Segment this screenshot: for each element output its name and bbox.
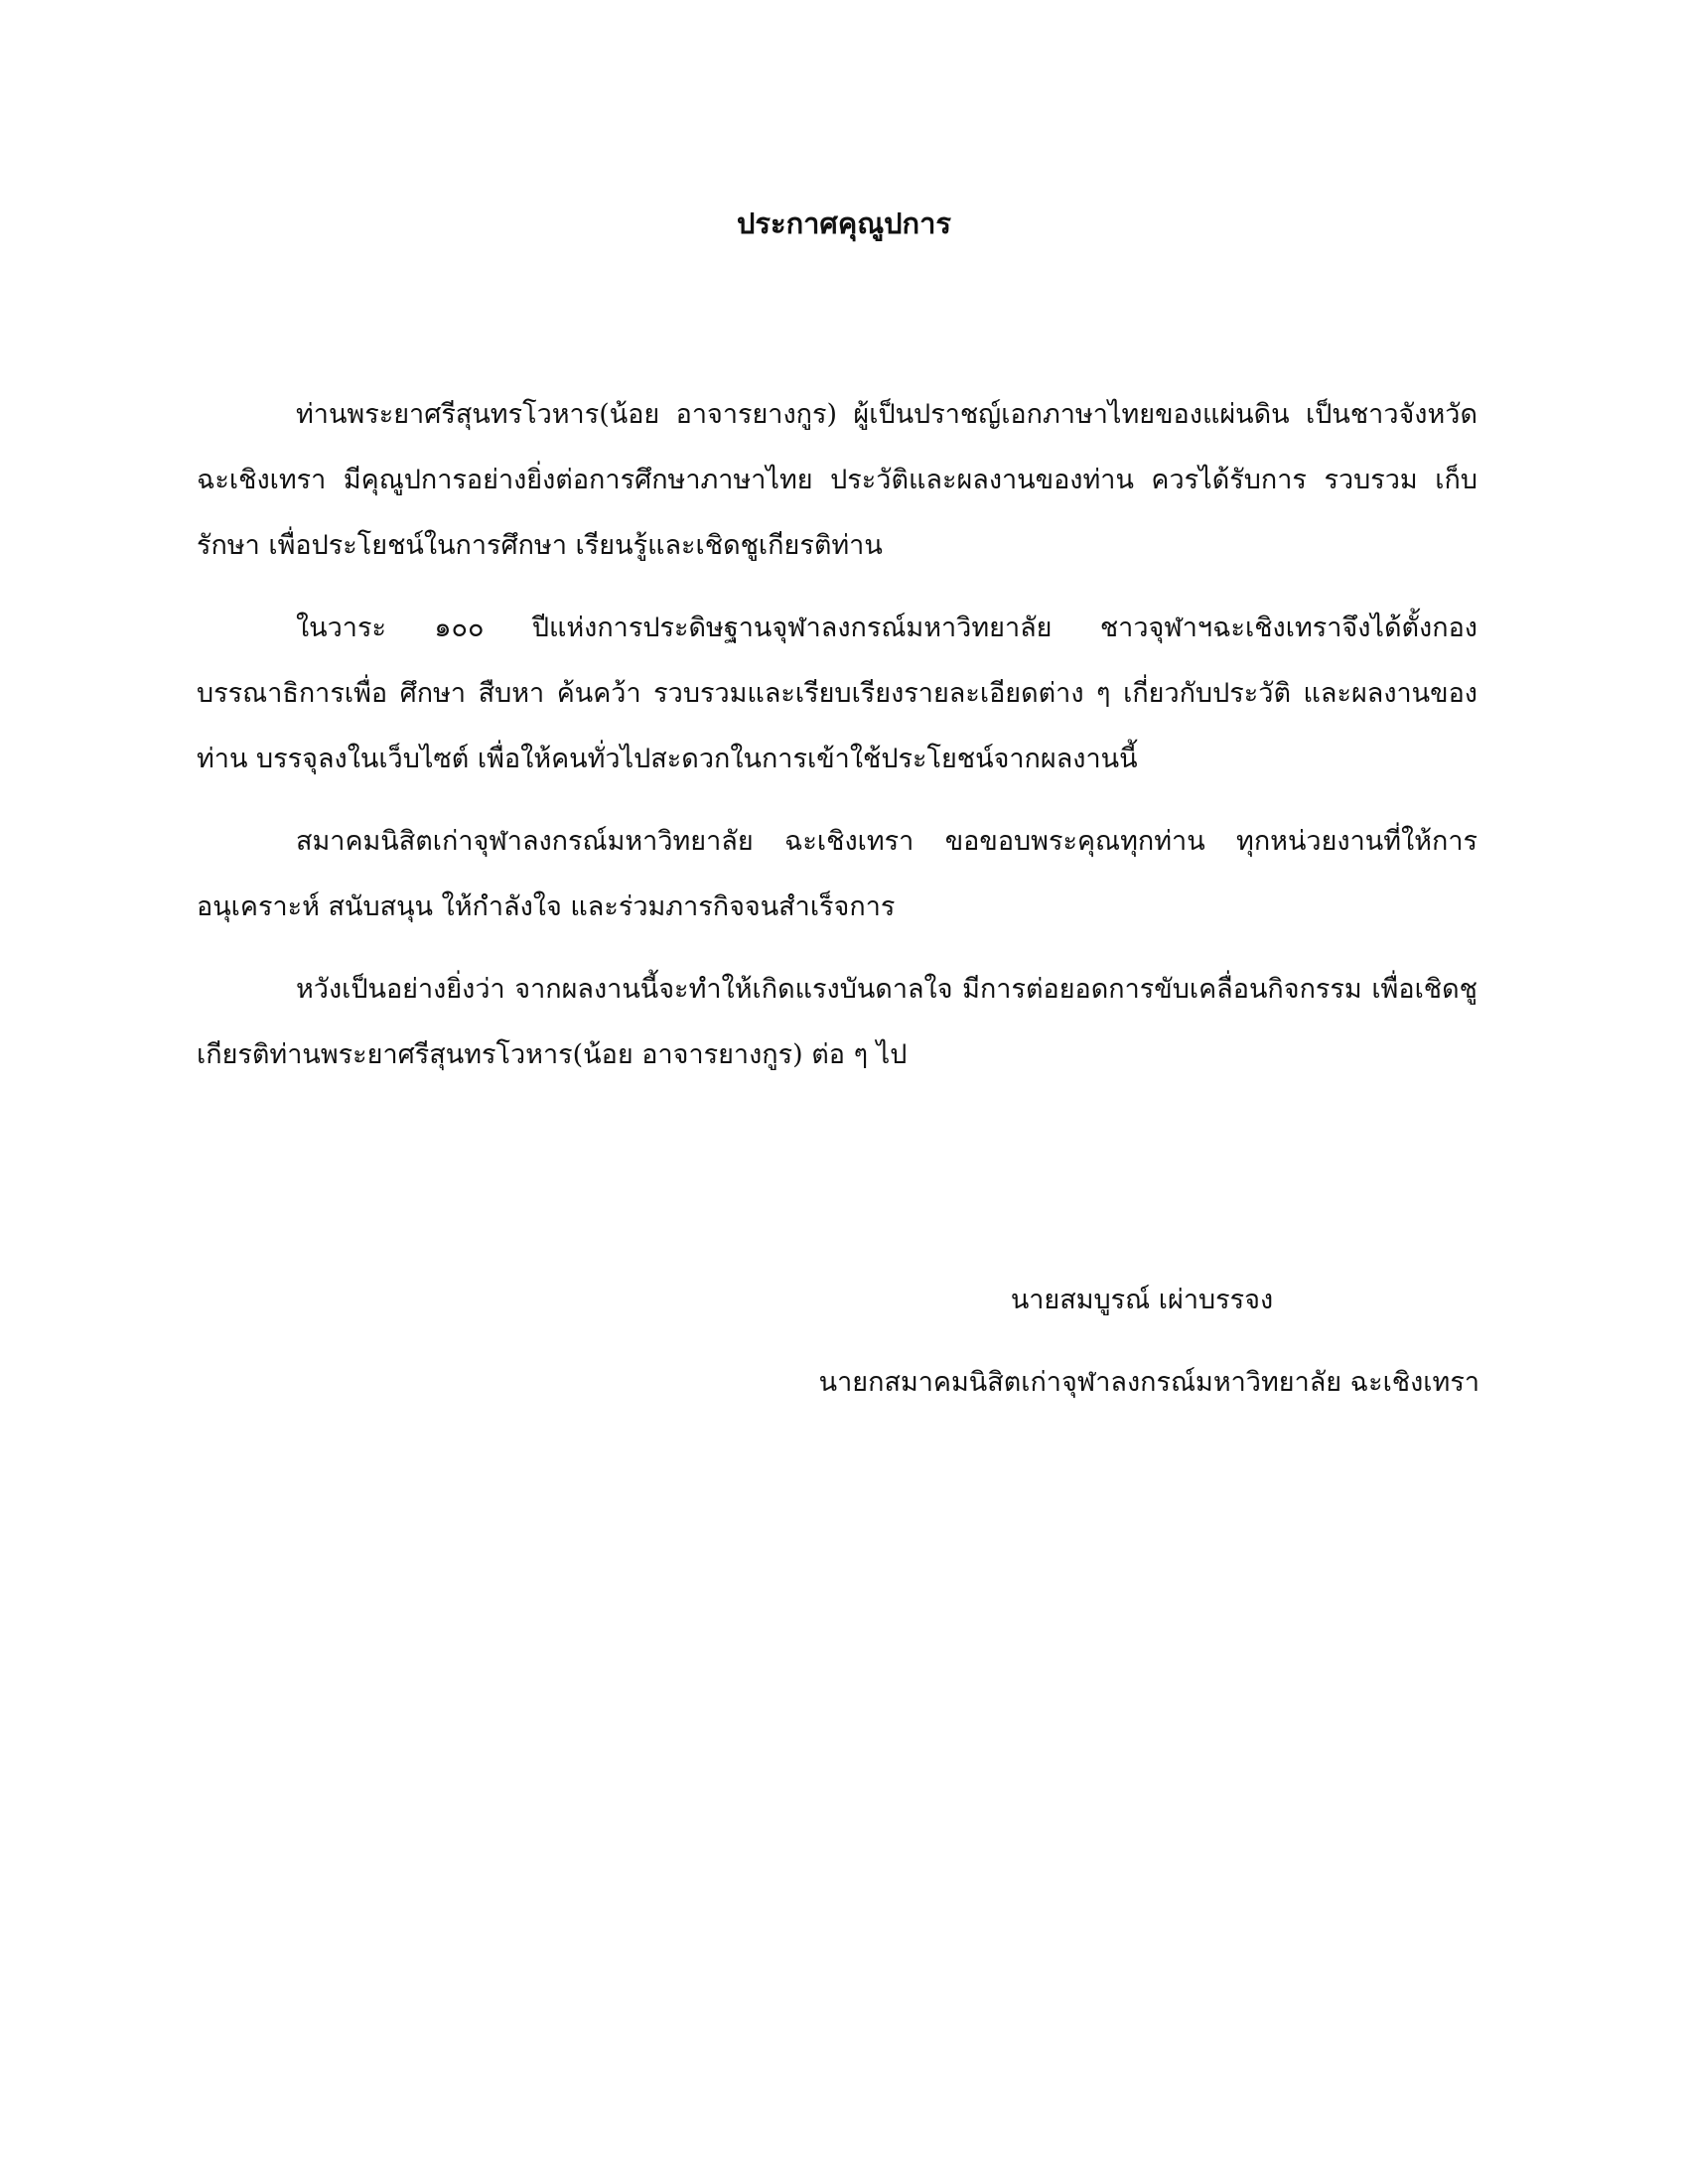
paragraph-centenary: ในวาระ ๑๐๐ ปีแห่งการประดิษฐานจุฬาลงกรณ์มหาวิทยาลัย ชาวจุฬาฯฉะเชิงเทราจึงได้ตั้งกองบรรณาธิการเพื่อ ศึกษา สืบหา ค้นคว้า รวบรวมและเรียบเรียงรายละเอียดต่าง ๆ เกี่ยวกับประวัติ และผลงานของท่าน บรรจุลงในเว็บไซต์ เพื่อให้คนทั่วไปสะดวกในการเข้าใช้ประโยชน์จากผลงานนี้ [197,613,1477,774]
document-title: ประกาศคุณูปการ [737,206,951,240]
paragraph-hope: หวังเป็นอย่างยิ่งว่า จากผลงานนี้จะทำให้เกิดแรงบันดาลใจ มีการต่อยอดการขับเคลื่อนกิจกรรม เพื่อเชิดชูเกียรติท่านพระยาศรีสุนทรโวหาร(น้อย อาจารยางกูร) ต่อ ๆ ไป [197,974,1477,1070]
signatory-name: นายสมบูรณ์ เผ่าบรรจง [1010,1285,1274,1315]
signatory-position: นายกสมาคมนิสิตเก่าจุฬาลงกรณ์มหาวิทยาลัย ฉะเชิงเทรา [818,1367,1479,1398]
signature-block [586,1281,1479,1403]
paragraph-intro: ท่านพระยาศรีสุนทรโวหาร(น้อย อาจารยางกูร) ผู้เป็นปราชญ์เอกภาษาไทยของแผ่นดิน เป็นชาวจังหวัดฉะเชิงเทรา มีคุณูปการอย่างยิ่งต่อการศึกษาภาษาไทย ประวัติและผลงานของท่าน ควรได้รับการ รวบรวม เก็บรักษา เพื่อประโยชน์ในการศึกษา เรียนรู้และเชิดชูเกียรติท่าน [197,399,1477,561]
document-body [197,382,1477,1105]
paragraph-thanks: สมาคมนิสิตเก่าจุฬาลงกรณ์มหาวิทยาลัย ฉะเชิงเทรา ขอขอบพระคุณทุกท่าน ทุกหน่วยงานที่ให้การอนุเคราะห์ สนับสนุน ให้กำลังใจ และร่วมภารกิจจนสำเร็จการ [197,826,1477,922]
